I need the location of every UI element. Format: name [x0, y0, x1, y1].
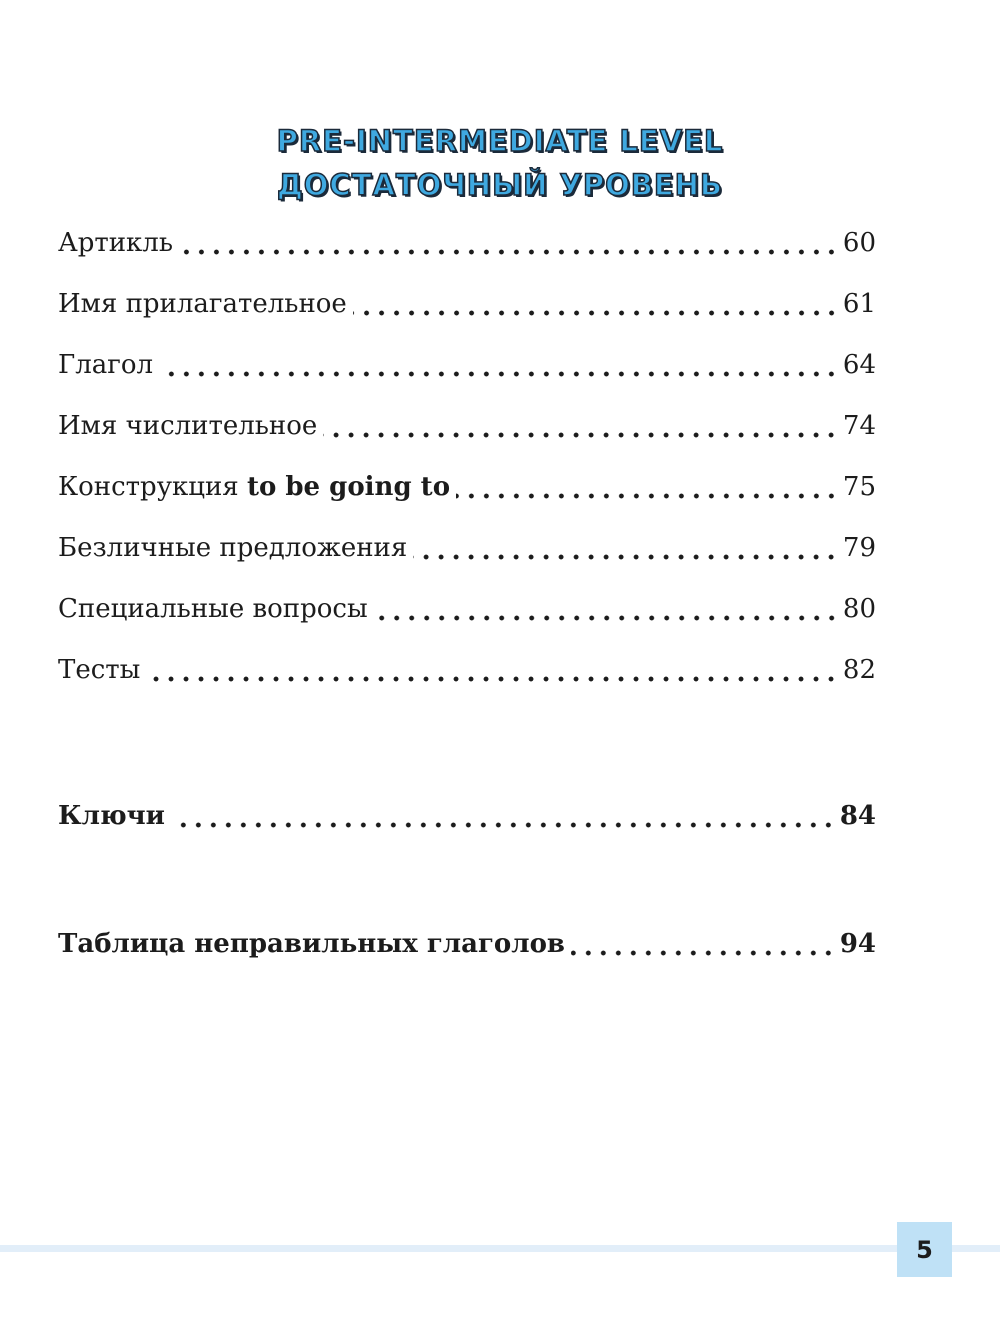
toc-entry-impersonal[interactable]: [58, 533, 876, 569]
dot-leader: [413, 554, 839, 560]
dot-leader: [171, 822, 836, 828]
toc-entry-going-to[interactable]: [58, 472, 876, 508]
toc-entry-page: 80: [842, 594, 876, 624]
dot-leader: [456, 493, 839, 499]
toc-entry-page: 82: [842, 655, 876, 685]
toc-entry-irregular-verbs[interactable]: [58, 929, 876, 965]
toc-entry-title: Тесты: [58, 655, 141, 685]
toc-entry-title: Специальные вопросы: [58, 594, 368, 624]
toc-entry-page: 75: [842, 472, 876, 502]
toc-entry-title-bold: to be going to: [246, 472, 451, 502]
toc-entry-questions[interactable]: [58, 594, 876, 630]
dot-leader: [179, 249, 839, 255]
toc-entry-numeral[interactable]: [58, 411, 876, 447]
dot-leader: [353, 310, 839, 316]
toc-entry-title: Имя числительное: [58, 411, 318, 441]
toc-entry-page: 79: [842, 533, 876, 563]
toc-entry-title: Глагол: [58, 350, 154, 380]
toc-entry-title-regular: Конструкция: [58, 472, 247, 502]
toc-entry-title: Имя прилагательное: [58, 289, 347, 319]
toc-entry-page: 64: [842, 350, 876, 380]
footer-divider: [0, 1245, 1000, 1252]
dot-leader: [571, 950, 836, 956]
toc-entry-keys[interactable]: [58, 801, 876, 837]
dot-leader: [374, 615, 839, 621]
toc-entry-title: [58, 472, 450, 502]
dot-leader: [159, 371, 839, 377]
section-heading-russian: ДОСТАТОЧНЫЙ УРОВЕНЬ: [276, 168, 724, 202]
dot-leader: [146, 676, 839, 682]
section-heading-english: PRE-INTERMEDIATE LEVEL: [276, 124, 724, 158]
toc-entry-tests[interactable]: [58, 655, 876, 691]
toc-entry-page: 84: [839, 801, 876, 831]
dot-leader: [323, 432, 839, 438]
toc-entry-title: Безличные предложения: [58, 533, 408, 563]
toc-entry-page: 60: [842, 228, 876, 258]
toc-entry-adjective[interactable]: [58, 289, 876, 325]
page-number: 5: [897, 1222, 952, 1277]
toc-entry-page: 94: [839, 929, 876, 959]
toc-entry-title: Таблица неправильных глаголов: [58, 929, 565, 959]
toc-entry-title: Ключи: [58, 801, 165, 831]
toc-entry-page: 74: [842, 411, 876, 441]
toc-entry-article[interactable]: [58, 228, 876, 264]
toc-entry-page: 61: [842, 289, 876, 319]
toc-entry-verb[interactable]: [58, 350, 876, 386]
toc-entry-title: Артикль: [58, 228, 173, 258]
